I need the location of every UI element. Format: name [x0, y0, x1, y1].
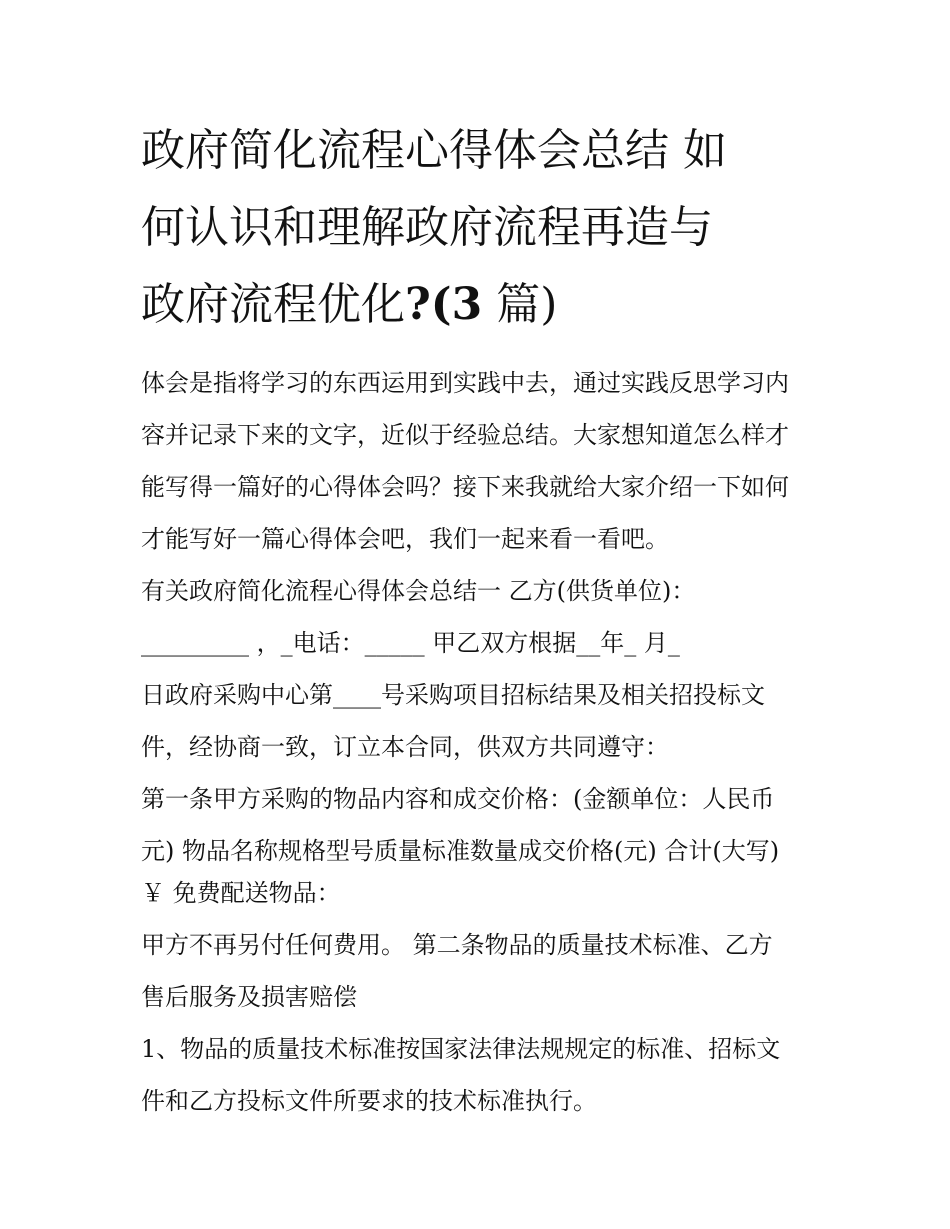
body-line-11: ￥ 免费配送物品：	[141, 879, 341, 907]
body-line-10: 元) 物品名称规格型号质量标准数量成交价格(元) 合计(大写)	[141, 837, 780, 865]
body-line-5: 有关政府简化流程心得体会总结一 乙方(供货单位)：	[141, 577, 696, 605]
body-line-13: 售后服务及损害赔偿	[141, 983, 357, 1011]
title-line-3-number: ?(3	[405, 279, 483, 330]
body-line-6: _________ ，_电话：_____ 甲乙双方根据__年_ 月_	[141, 629, 680, 657]
title-line-3: 政府流程优化	[141, 279, 405, 330]
title-line-2: 何认识和理解政府流程再造与	[141, 202, 713, 253]
body-line-8: 件，经协商一致，订立本合同，供双方共同遵守：	[141, 733, 669, 761]
body-line-15: 件和乙方投标文件所要求的技术标准执行。	[141, 1087, 597, 1115]
document-title	[141, 112, 821, 343]
body-line-1: 体会是指将学习的东西运用到实践中去，通过实践反思学习内	[141, 369, 789, 397]
body-line-9: 第一条甲方采购的物品内容和成交价格：(金额单位：人民币	[141, 785, 775, 813]
body-line-7: 日政府采购中心第____号采购项目招标结果及相关招投标文	[141, 681, 765, 709]
body-line-14: 1、物品的质量技术标准按国家法律法规规定的标准、招标文	[141, 1035, 781, 1063]
body-line-12: 甲方不再另付任何费用。 第二条物品的质量技术标准、乙方	[141, 931, 773, 959]
title-line-1: 政府简化流程心得体会总结 如	[141, 125, 727, 176]
body-line-4: 才能写好一篇心得体会吧，我们一起来看一看吧。	[141, 525, 669, 553]
title-line-3-end: 篇)	[482, 279, 558, 330]
body-line-3: 能写得一篇好的心得体会吗？接下来我就给大家介绍一下如何	[141, 473, 789, 501]
body-line-2: 容并记录下来的文字，近似于经验总结。大家想知道怎么样才	[141, 421, 789, 449]
